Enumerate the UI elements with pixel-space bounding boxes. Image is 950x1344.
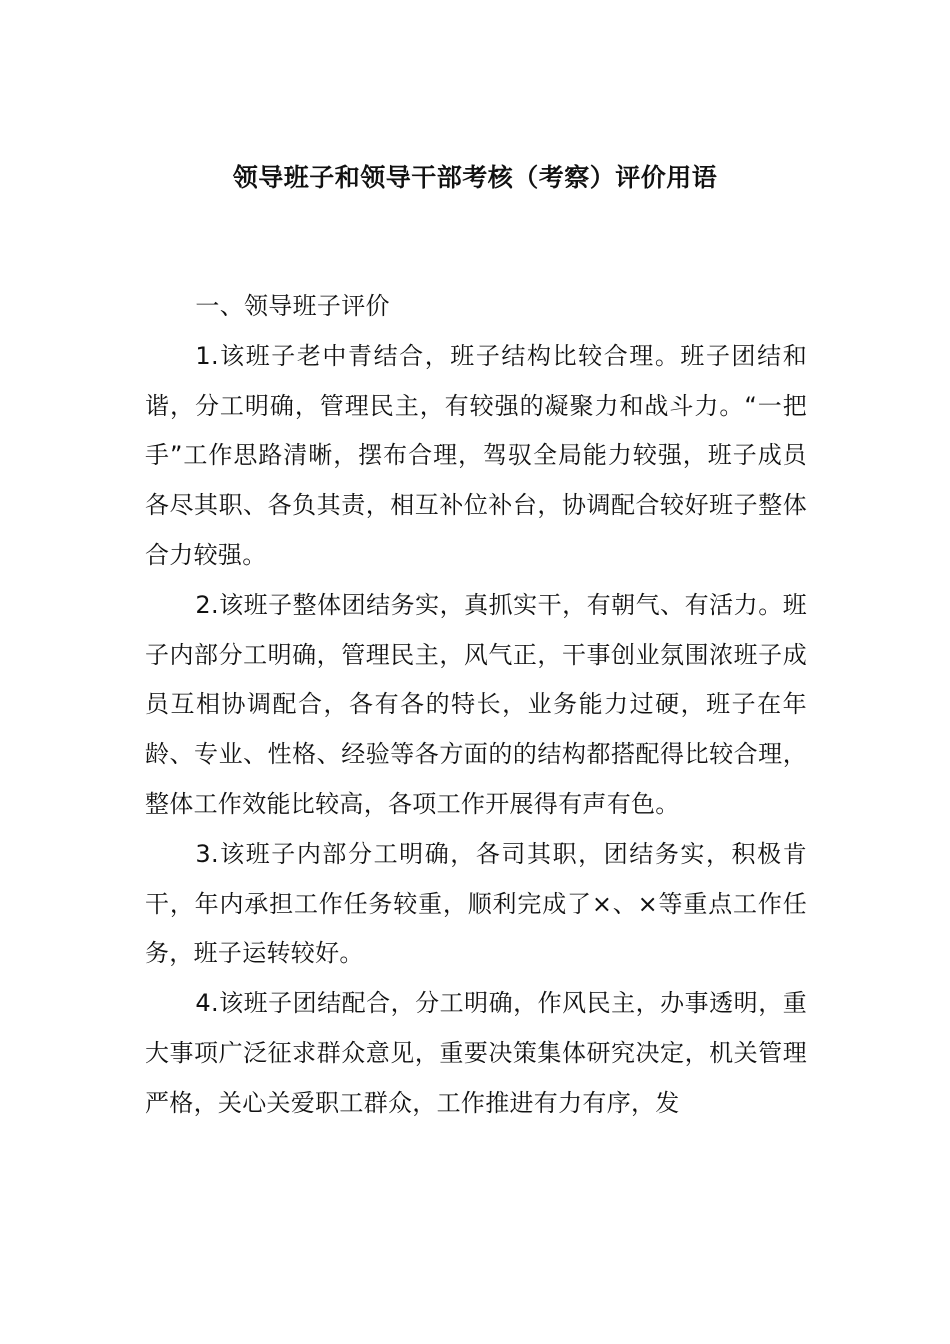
paragraph-3: 3.该班子内部分工明确，各司其职，团结务实，积极肯干，年内承担工作任务较重，顺利完成了×、×等重点工作任务，班子运转较好。: [145, 839, 807, 968]
paragraph-1: 1.该班子老中青结合，班子结构比较合理。班子团结和谐，分工明确，管理民主，有较强的凝聚力和战斗力。“一把手”工作思路清晰，摆布合理，驾驭全局能力较强，班子成员各尽其职、各负其责，相互补位补台，协调配合较好班子整体合力较强。: [145, 341, 807, 569]
paragraph-2: 2.该班子整体团结务实，真抓实干，有朝气、有活力。班子内部分工明确，管理民主，风气正，干事创业氛围浓班子成员互相协调配合，各有各的特长，业务能力过硬，班子在年龄、专业、性格、经验等各方面的的结构都搭配得比较合理，整体工作效能比较高，各项工作开展得有声有色。: [145, 590, 807, 818]
document-title: 领导班子和领导干部考核（考察）评价用语: [232, 163, 718, 192]
section-heading: 一、领导班子评价: [195, 292, 390, 320]
document-body: [145, 282, 807, 1129]
paragraph-4: 4.该班子团结配合，分工明确，作风民主，办事透明，重大事项广泛征求群众意见，重要决策集体研究决定，机关管理严格，关心关爱职工群众，工作推进有力有序，发: [145, 989, 807, 1117]
